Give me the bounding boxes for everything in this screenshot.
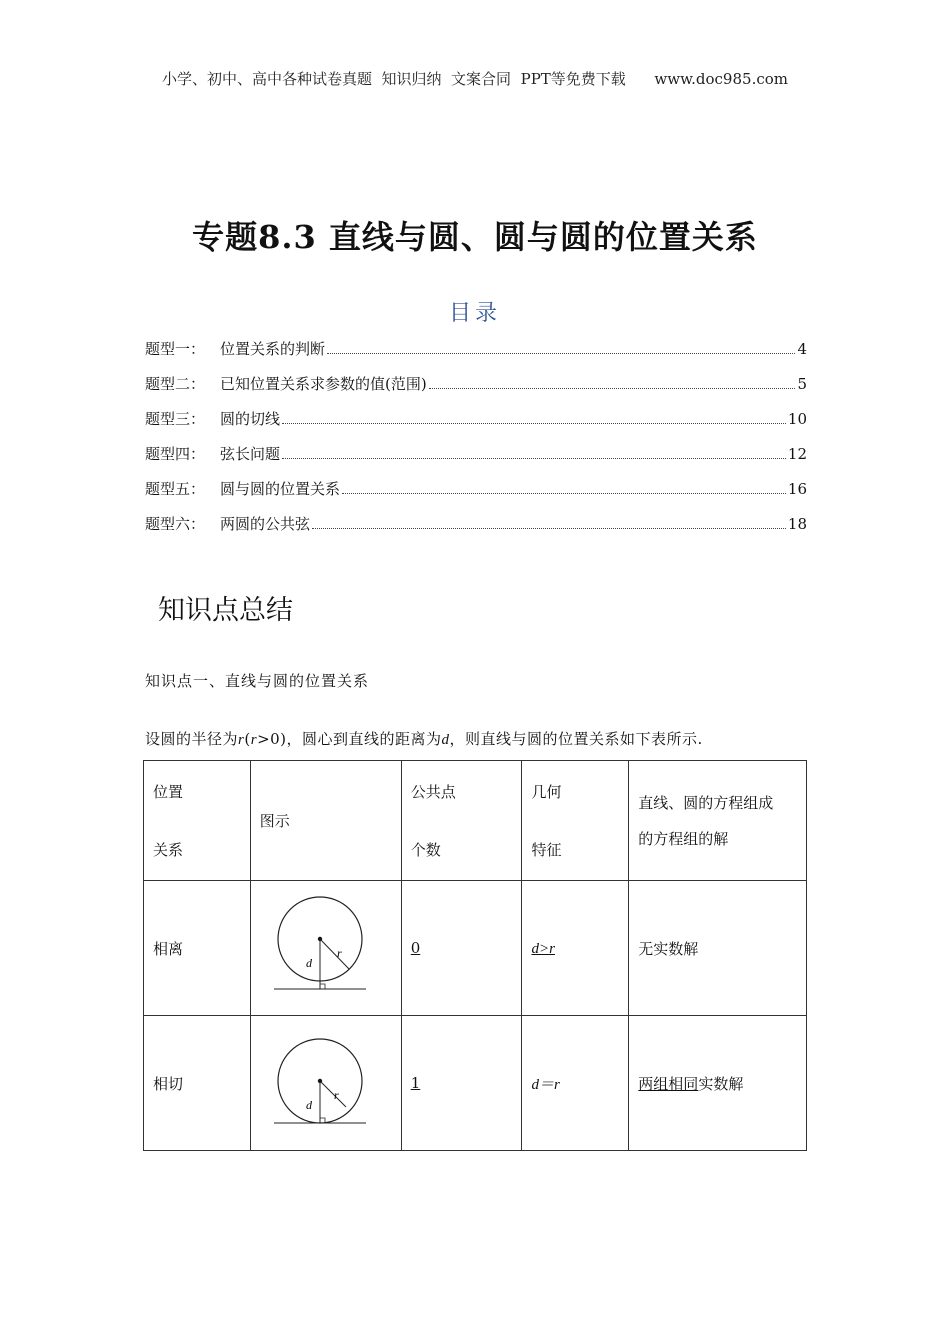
header-solution xyxy=(629,761,807,881)
toc-item[interactable] xyxy=(145,373,807,408)
toc-heading: 目录 xyxy=(448,301,501,326)
toc-item[interactable] xyxy=(145,513,807,548)
geo-value: d＝r xyxy=(531,1076,560,1093)
toc-item-title: 位置关系的判断 xyxy=(220,340,326,358)
header-text: 公共点 xyxy=(410,782,456,801)
table-row xyxy=(144,881,807,1016)
toc-item-type: 题型二： xyxy=(145,375,206,393)
toc-item-page: 16 xyxy=(787,480,807,498)
header-count xyxy=(401,761,522,881)
cell-geo xyxy=(522,1016,629,1151)
toc-leader xyxy=(429,376,796,389)
page-header: 小学、初中、高中各种试卷真题 知识归纳 文案合同 PPT等免费下载 www.doc985.com xyxy=(161,70,788,88)
toc-item-title: 圆与圆的位置关系 xyxy=(220,480,341,498)
toc-item[interactable] xyxy=(145,443,807,478)
header-text: 的方程组的解 xyxy=(638,829,729,848)
intro-part: 设圆的半径为 xyxy=(145,730,239,748)
geo-value: d>r xyxy=(531,940,555,957)
toc-item-page: 4 xyxy=(797,340,807,358)
header-geo xyxy=(522,761,629,881)
header-figure: 图示 xyxy=(250,761,401,881)
toc-item[interactable] xyxy=(145,478,807,513)
cell-figure xyxy=(250,881,401,1016)
header-text: 个数 xyxy=(410,840,441,859)
cell-figure xyxy=(250,1016,401,1151)
toc-item-title: 圆的切线 xyxy=(220,410,281,428)
toc-item-type: 题型六： xyxy=(145,515,206,533)
toc-item-title: 弦长问题 xyxy=(220,445,281,463)
intro-var-r: r xyxy=(250,732,258,748)
label-r: r xyxy=(333,1088,339,1102)
intro-var-r: r xyxy=(238,732,245,748)
table-of-contents xyxy=(145,338,807,548)
page-title: 专题8.3 直线与圆、圆与圆的位置关系 xyxy=(192,218,758,256)
toc-leader xyxy=(327,341,795,354)
cell-solution xyxy=(629,881,807,1016)
toc-item-title: 两圆的公共弦 xyxy=(220,515,311,533)
solution-text: 实数解 xyxy=(698,1074,744,1093)
toc-item[interactable] xyxy=(145,408,807,443)
intro-part: >0)，圆心到直线的距离为 xyxy=(257,730,442,748)
intro-part: ( xyxy=(244,730,251,748)
toc-leader xyxy=(342,481,786,494)
table-row xyxy=(144,1016,807,1151)
toc-item-page: 10 xyxy=(787,410,807,428)
toc-item-type: 题型一： xyxy=(145,340,206,358)
intro-text xyxy=(145,728,703,749)
solution-text: 无实数解 xyxy=(638,939,699,958)
relation-table xyxy=(143,760,807,1151)
count-value: 0 xyxy=(410,939,421,957)
count-value: 1 xyxy=(410,1074,421,1092)
toc-leader xyxy=(312,516,786,529)
toc-leader xyxy=(282,446,786,459)
section-title: 知识点总结 xyxy=(158,595,293,626)
toc-item[interactable] xyxy=(145,338,807,373)
toc-item-page: 12 xyxy=(787,445,807,463)
cell-count xyxy=(401,1016,522,1151)
header-text: 位置 xyxy=(153,782,184,801)
intro-var-d: d xyxy=(441,732,450,748)
tangent-circle-figure xyxy=(266,1026,386,1136)
header-text: 直线、圆的方程组成 xyxy=(638,793,774,812)
cell-geo xyxy=(522,881,629,1016)
header-text: 几何 xyxy=(531,782,562,801)
table-header-row xyxy=(144,761,807,881)
label-r: r xyxy=(336,946,342,960)
toc-item-type: 题型四： xyxy=(145,445,206,463)
right-angle-mark xyxy=(320,984,325,989)
separate-circle-figure xyxy=(266,891,386,1001)
toc-leader xyxy=(282,411,786,424)
radius-line xyxy=(320,939,349,969)
label-d: d xyxy=(305,956,312,970)
toc-item-type: 题型三： xyxy=(145,410,206,428)
header-text: 特征 xyxy=(531,840,562,859)
knowledge-point-heading: 知识点一、直线与圆的位置关系 xyxy=(145,672,370,690)
toc-item-title: 已知位置关系求参数的值(范围) xyxy=(220,375,427,393)
cell-relation: 相切 xyxy=(144,1016,251,1151)
toc-item-page: 18 xyxy=(787,515,807,533)
intro-part: ，则直线与圆的位置关系如下表所示. xyxy=(449,730,703,748)
toc-item-type: 题型五： xyxy=(145,480,206,498)
header-text: 关系 xyxy=(153,840,184,859)
label-d: d xyxy=(305,1098,312,1112)
solution-underlined: 两组相同 xyxy=(638,1074,699,1093)
cell-solution xyxy=(629,1016,807,1151)
radius-line xyxy=(320,1081,346,1107)
cell-count xyxy=(401,881,522,1016)
toc-item-page: 5 xyxy=(797,375,807,393)
header-relation xyxy=(144,761,251,881)
cell-relation: 相离 xyxy=(144,881,251,1016)
